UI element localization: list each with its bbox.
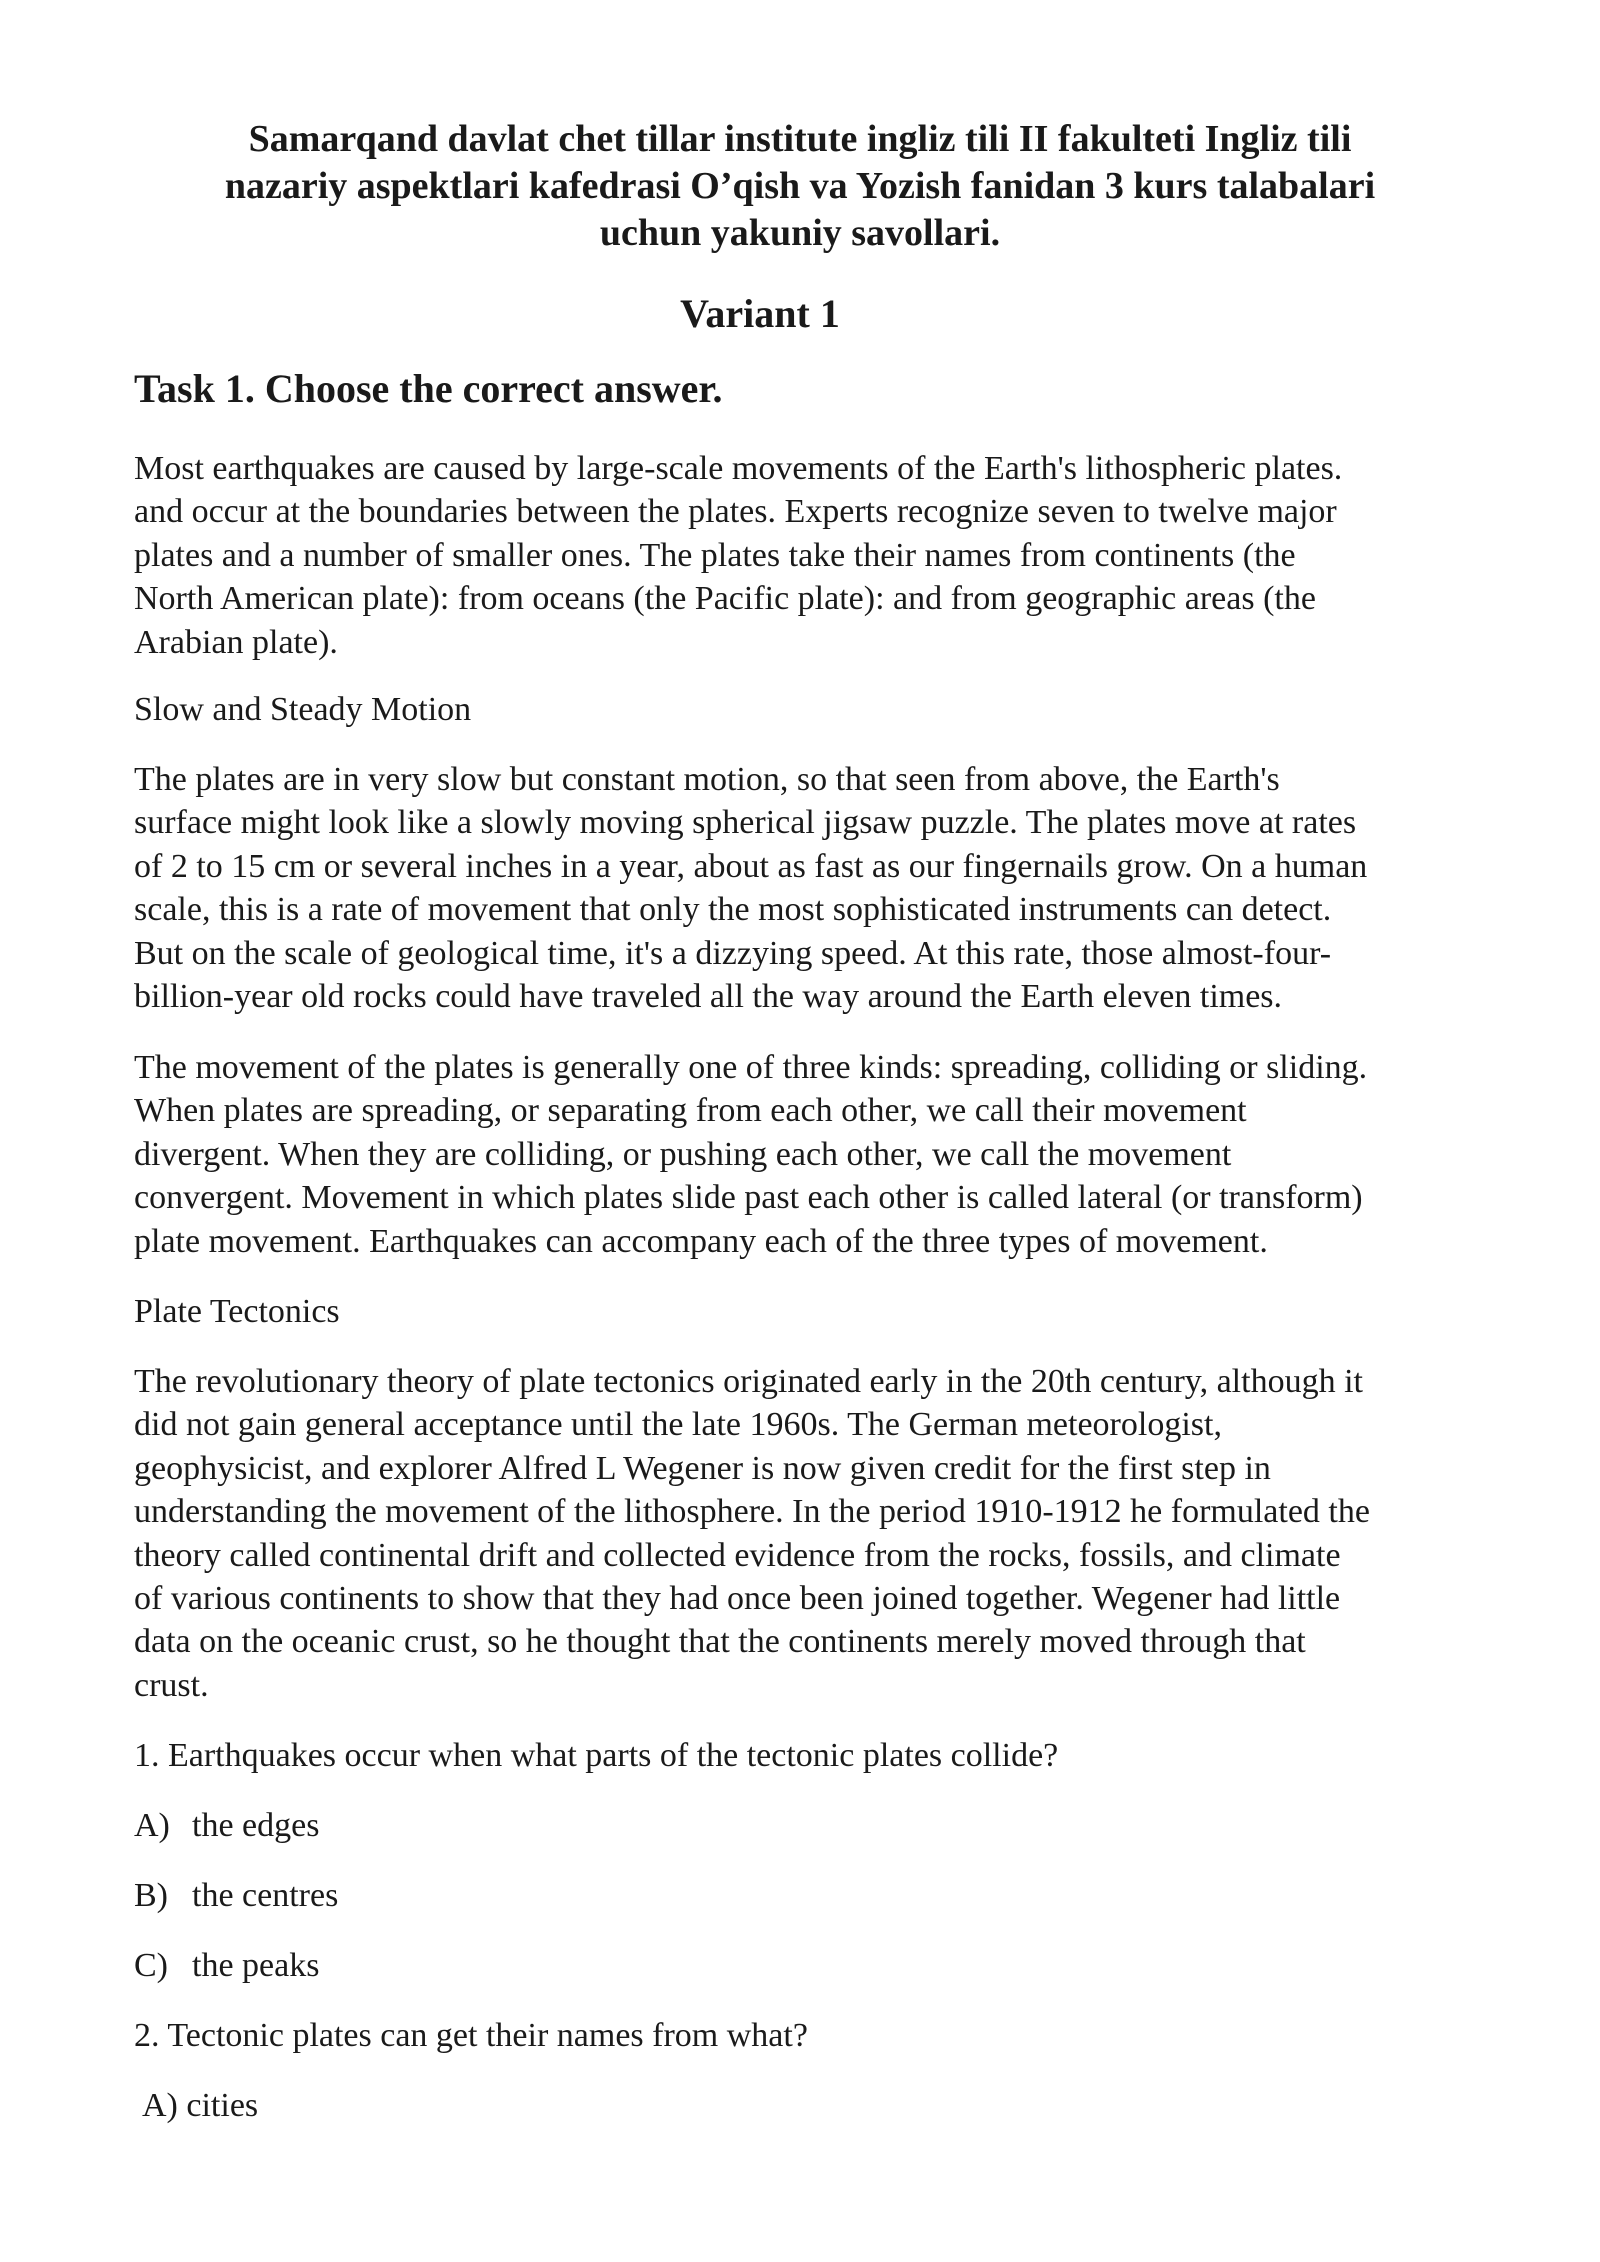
question-2: 2. Tectonic plates can get their names from what? bbox=[134, 2017, 808, 2054]
text-line: The revolutionary theory of plate tectonics originated early in the 20th century, although it bbox=[134, 1363, 1363, 1400]
text-line: billion-year old rocks could have traveled all the way around the Earth eleven times. bbox=[134, 977, 1283, 1015]
text-line: scale, this is a rate of movement that only the most sophisticated instruments can detect. bbox=[134, 891, 1332, 929]
option-1c bbox=[134, 1944, 319, 1987]
option-1a bbox=[134, 1804, 319, 1847]
text-line: and occur at the boundaries between the plates. Experts recognize seven to twelve major bbox=[134, 493, 1337, 531]
title-line: nazariy aspektlari kafedrasi O’qish va Yozish fanidan 3 kurs talabalari bbox=[224, 165, 1376, 207]
subheading-slow-motion: Slow and Steady Motion bbox=[134, 691, 472, 728]
text-line: data on the oceanic crust, so he thought that the continents merely moved through that bbox=[134, 1623, 1306, 1661]
variant-heading: Variant 1 bbox=[680, 291, 840, 336]
text-line: The plates are in very slow but constant motion, so that seen from above, the Earth's bbox=[134, 761, 1280, 798]
text-line: The movement of the plates is generally one of three kinds: spreading, colliding or sliding. bbox=[134, 1049, 1368, 1086]
option-label: C) bbox=[134, 1947, 168, 1984]
text-line: convergent. Movement in which plates slide past each other is called lateral (or transform) bbox=[134, 1179, 1363, 1217]
option-1b bbox=[134, 1874, 338, 1917]
text-line: Arabian plate). bbox=[134, 623, 338, 661]
text-line: theory called continental drift and collected evidence from the rocks, fossils, and climate bbox=[134, 1536, 1341, 1574]
text-line: North American plate): from oceans (the Pacific plate): and from geographic areas (the bbox=[134, 580, 1316, 618]
paragraph-3 bbox=[134, 1046, 1367, 1263]
task-heading: Task 1. Choose the correct answer. bbox=[134, 366, 723, 411]
option-label: A) bbox=[134, 1807, 170, 1844]
text-line: understanding the movement of the lithosphere. In the period 1910-1912 he formulated the bbox=[134, 1493, 1370, 1531]
option-text: the peaks bbox=[192, 1947, 320, 1984]
text-line: divergent. When they are colliding, or pushing each other, we call the movement bbox=[134, 1135, 1232, 1173]
text-line: of various continents to show that they had once been joined together. Wegener had little bbox=[134, 1579, 1341, 1617]
option-2a bbox=[142, 2084, 258, 2127]
option-text: the edges bbox=[192, 1807, 320, 1844]
text-line: plate movement. Earthquakes can accompany each of the three types of movement. bbox=[134, 1222, 1268, 1260]
text-line: of 2 to 15 cm or several inches in a year, about as fast as our fingernails grow. On a human bbox=[134, 847, 1368, 885]
document-title bbox=[160, 116, 1440, 257]
text-line: did not gain general acceptance until the late 1960s. The German meteorologist, bbox=[134, 1406, 1222, 1444]
question-1: 1. Earthquakes occur when what parts of the tectonic plates collide? bbox=[134, 1737, 1059, 1774]
title-line: Samarqand davlat chet tillar institute ingliz tili II fakulteti Ingliz tili bbox=[248, 118, 1352, 160]
paragraph-1 bbox=[134, 447, 1342, 664]
subheading-plate-tectonics: Plate Tectonics bbox=[134, 1293, 340, 1330]
option-text: the centres bbox=[192, 1877, 339, 1914]
text-line: When plates are spreading, or separating from each other, we call their movement bbox=[134, 1092, 1247, 1130]
option-label: B) bbox=[134, 1877, 168, 1914]
paragraph-4 bbox=[134, 1360, 1370, 1707]
text-line: crust. bbox=[134, 1666, 209, 1704]
text-line: Most earthquakes are caused by large-scale movements of the Earth's lithospheric plates. bbox=[134, 450, 1343, 487]
text-line: But on the scale of geological time, it's a dizzying speed. At this rate, those almost-four- bbox=[134, 934, 1332, 972]
text-line: surface might look like a slowly moving spherical jigsaw puzzle. The plates move at rates bbox=[134, 804, 1357, 842]
paragraph-2 bbox=[134, 758, 1367, 1018]
text-line: geophysicist, and explorer Alfred L Wegener is now given credit for the first step in bbox=[134, 1449, 1271, 1487]
title-line: uchun yakuniy savollari. bbox=[599, 212, 1001, 254]
option-text: cities bbox=[186, 2087, 259, 2124]
option-label: A) bbox=[142, 2087, 178, 2124]
text-line: plates and a number of smaller ones. The plates take their names from continents (the bbox=[134, 536, 1296, 574]
